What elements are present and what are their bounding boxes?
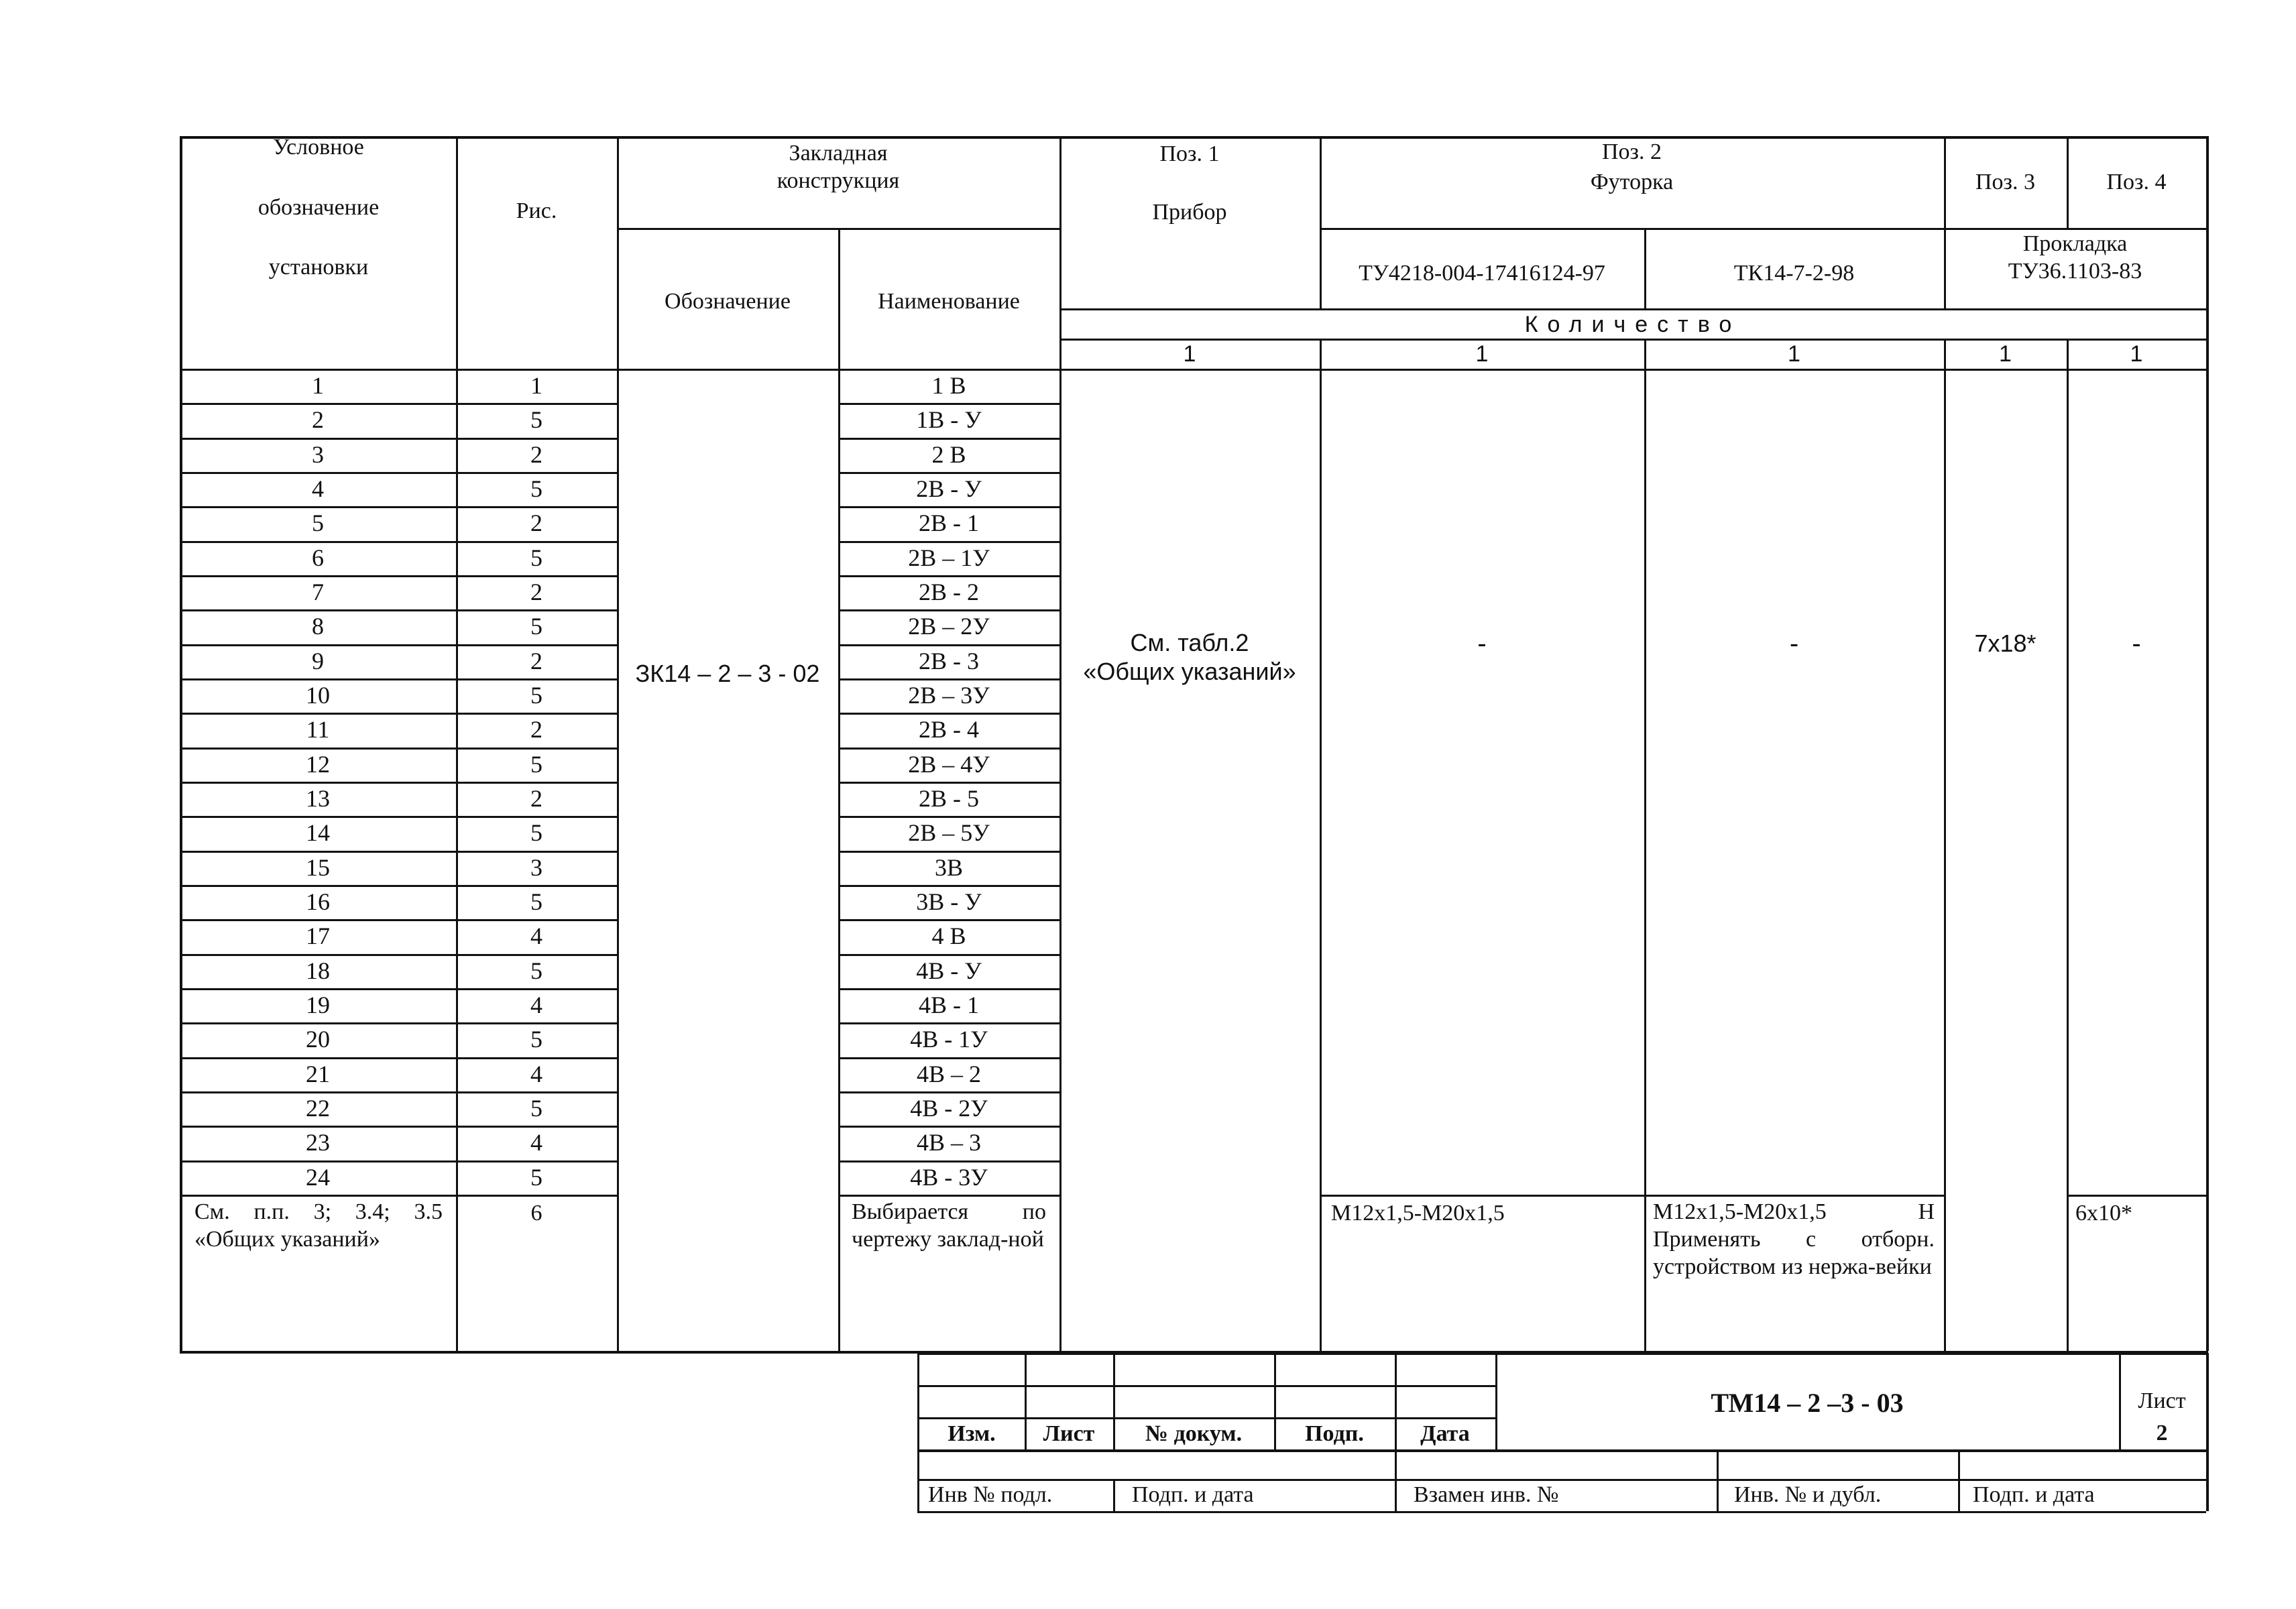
row-name: 2В - 3 [919, 647, 979, 674]
grid-line-v [2067, 339, 2069, 1351]
stamp-date: Дата [1420, 1421, 1470, 1446]
row-installation-number: 20 [306, 1026, 330, 1053]
row-name: 2В – 2У [908, 613, 990, 640]
stamp-doc-number: № докум. [1145, 1421, 1243, 1446]
last-row-poz4-value: 6х10* [2075, 1200, 2132, 1226]
row-installation-number: 13 [306, 785, 330, 813]
row-figure: 4 [530, 992, 542, 1019]
row-installation-number: 4 [312, 475, 324, 503]
row-installation-number: 19 [306, 992, 330, 1019]
row-installation-number: 23 [306, 1129, 330, 1156]
row-name: 4 В [931, 922, 966, 950]
header-installation [181, 134, 456, 282]
grid-line-v [1320, 339, 1322, 1351]
device-reference-line2: «Общих указаний» [1083, 658, 1296, 685]
row-name: 2В - У [916, 475, 982, 503]
row-name: 2В - 4 [919, 716, 979, 743]
row-name: 4В – 3 [916, 1129, 981, 1156]
grid-line-v [1644, 339, 1646, 1351]
header-tk-bushing: ТК14-7-2-98 [1733, 260, 1855, 286]
device-reference-line1: См. табл.2 [1130, 628, 1249, 656]
stamp-sheet-number: 2 [2156, 1420, 2168, 1445]
row-installation-number: 16 [306, 888, 330, 916]
row-name: 4В - У [916, 957, 982, 984]
row-name: 1В - У [916, 406, 982, 434]
grid-line-h [917, 1353, 2206, 1355]
row-name: 4В - 3У [910, 1163, 988, 1191]
row-installation-number: 15 [306, 853, 330, 881]
row-name: 2В - 1 [919, 510, 979, 537]
header-designation: Обозначение [665, 288, 791, 314]
row-name: 4В - 2У [910, 1095, 988, 1122]
grid-line-h [2067, 1195, 2206, 1197]
row-installation-number: 9 [312, 647, 324, 674]
last-row-tk-value: М12х1,5-М20х1,5 Н Применять с отборн. устройством из нержа-вейки [1653, 1199, 1935, 1279]
embedded-designation: ЗК14 – 2 – 3 - 02 [635, 660, 820, 688]
last-row-tu-value: М12х1,5-М20х1,5 [1331, 1200, 1505, 1226]
row-figure: 4 [530, 1129, 542, 1156]
grid-line-h [617, 228, 1059, 230]
grid-line-v [2206, 136, 2209, 1351]
last-row-name: Выбирается по чертежу заклад-ной [852, 1199, 1046, 1252]
header-installation-line2: обозначение [257, 194, 380, 220]
row-installation-number: 12 [306, 750, 330, 778]
header-figure: Рис. [516, 198, 557, 223]
qty-poz4: 1 [2130, 341, 2143, 367]
row-installation-number: 6 [312, 544, 324, 571]
row-name: 2В - 5 [919, 785, 979, 813]
row-figure: 2 [530, 785, 542, 813]
row-figure: 5 [530, 819, 542, 847]
row-name: 2В – 1У [908, 544, 990, 571]
row-figure: 5 [530, 1163, 542, 1191]
row-name: 2В – 5У [908, 819, 990, 847]
stamp-signature: Подп. [1305, 1421, 1364, 1446]
row-figure: 4 [530, 1060, 542, 1087]
row-figure: 3 [530, 853, 542, 881]
qty-poz1: 1 [1183, 341, 1196, 367]
row-installation-number: 3 [312, 440, 324, 468]
tu-bushing-dash: - [1477, 629, 1487, 658]
row-installation-number: 21 [306, 1060, 330, 1087]
row-installation-number: 1 [312, 372, 324, 400]
row-installation-number: 2 [312, 406, 324, 434]
header-poz4: Поз. 4 [2106, 170, 2167, 195]
qty-tu: 1 [1475, 341, 1489, 367]
grid-line-v [1944, 339, 1946, 1351]
row-figure: 5 [530, 1095, 542, 1122]
qty-tk: 1 [1788, 341, 1800, 367]
row-figure: 5 [530, 544, 542, 571]
header-installation-line3: установки [268, 255, 369, 280]
row-name: 2В - 2 [919, 579, 979, 606]
header-poz1: Поз. 1 [1159, 141, 1220, 166]
row-figure: 5 [530, 1026, 542, 1053]
row-installation-number: 17 [306, 922, 330, 950]
row-figure: 2 [530, 510, 542, 537]
qty-poz3: 1 [1999, 341, 2012, 367]
row-name: 4В - 1У [910, 1026, 988, 1053]
row-installation-number: 5 [312, 510, 324, 537]
poz4-dash: - [2132, 629, 2141, 658]
header-bushing: Футорка [1590, 170, 1674, 195]
row-figure: 2 [530, 579, 542, 606]
row-figure: 5 [530, 957, 542, 984]
header-gasket [1944, 228, 2206, 288]
row-figure: 5 [530, 750, 542, 778]
header-embedded-construction [617, 137, 1059, 198]
header-embedded-line2: конструкция [777, 168, 900, 193]
row-installation-number: 14 [306, 819, 330, 847]
row-name: 2В – 3У [908, 682, 990, 709]
stamp-sheet-label: Лист [2138, 1388, 2186, 1413]
row-figure: 5 [530, 613, 542, 640]
row-installation-number: 7 [312, 579, 324, 606]
row-installation-number: 8 [312, 613, 324, 640]
header-quantity: Количество [1524, 311, 1741, 337]
header-gasket-line1: Прокладка [2022, 231, 2128, 257]
header-installation-line1: Условное [273, 135, 364, 160]
tk-bushing-dash: - [1789, 629, 1799, 658]
grid-line-h [2119, 1353, 2206, 1355]
header-gasket-line2: ТУ36.1103-83 [2008, 259, 2142, 284]
row-name: 2 В [931, 440, 966, 468]
row-figure: 5 [530, 475, 542, 503]
stamp-izm: Изм. [948, 1421, 996, 1446]
header-poz3: Поз. 3 [1975, 170, 2035, 195]
row-figure: 1 [530, 372, 542, 400]
row-name: 1 В [931, 372, 966, 400]
header-device: Прибор [1152, 200, 1227, 225]
header-poz2: Поз. 2 [1602, 139, 1662, 165]
row-installation-number: 11 [306, 716, 330, 743]
header-embedded-line1: Закладная [789, 141, 888, 166]
stamp-sign-date: Подп. и дата [1132, 1482, 1254, 1507]
row-installation-number: 18 [306, 957, 330, 984]
stamp-replacement: Взамен инв. № [1414, 1482, 1559, 1507]
grid-line-h [917, 1385, 1495, 1387]
row-installation-number: 24 [306, 1163, 330, 1191]
header-name: Наименование [878, 288, 1020, 314]
row-installation-number: 22 [306, 1095, 330, 1122]
row-name: 3В [934, 853, 963, 881]
stamp-inventory: Инв № подл. [928, 1482, 1053, 1507]
grid-line-h [838, 1195, 1059, 1197]
grid-line-h [180, 1195, 617, 1197]
stamp-inventory-duplicate: Инв. № и дубл. [1734, 1482, 1882, 1507]
stamp-list: Лист [1043, 1421, 1095, 1446]
row-figure: 2 [530, 716, 542, 743]
last-row-figure: 6 [530, 1200, 542, 1226]
row-figure: 4 [530, 922, 542, 950]
last-row-installation: См. п.п. 3; 3.4; 3.5 «Общих указаний» [194, 1199, 443, 1252]
row-name: 4В – 2 [916, 1060, 981, 1087]
row-figure: 2 [530, 647, 542, 674]
row-figure: 2 [530, 440, 542, 468]
stamp-document-code: ТМ14 – 2 –3 - 03 [1711, 1388, 1904, 1418]
grid-line-h [1320, 1195, 1944, 1197]
stamp-sign-date-2: Подп. и дата [1973, 1482, 2095, 1507]
row-figure: 5 [530, 888, 542, 916]
row-installation-number: 10 [306, 682, 330, 709]
header-tu-bushing: ТУ4218-004-17416124-97 [1359, 260, 1605, 286]
row-figure: 5 [530, 682, 542, 709]
device-reference [1059, 623, 1320, 691]
poz3-value: 7х18* [1974, 630, 2036, 658]
row-name: 2В – 4У [908, 750, 990, 778]
row-figure: 5 [530, 406, 542, 434]
grid-line-h [917, 1511, 2206, 1513]
row-name: 4В - 1 [919, 992, 979, 1019]
row-name: 3В - У [916, 888, 982, 916]
